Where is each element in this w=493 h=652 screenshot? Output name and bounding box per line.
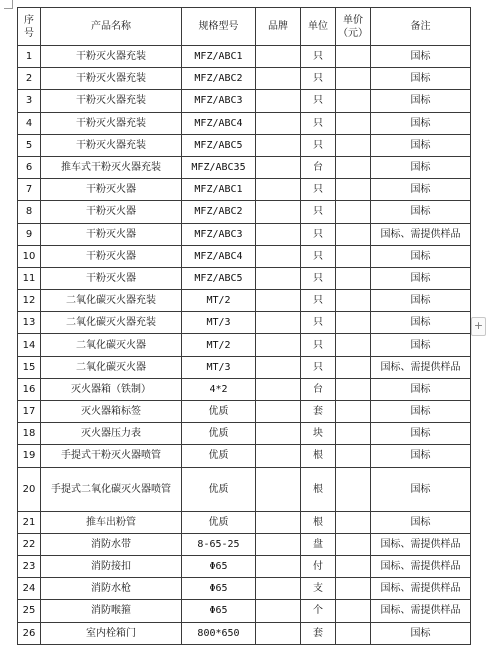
- corner-crop-mark: [4, 0, 13, 9]
- cell-seq: 8: [18, 201, 41, 223]
- cell-remark: 国标: [371, 467, 471, 511]
- cell-price: [336, 312, 371, 334]
- cell-seq: 3: [18, 90, 41, 112]
- cell-unit: 根: [301, 467, 336, 511]
- cell-remark: 国标、需提供样品: [371, 555, 471, 577]
- cell-brand: [256, 423, 301, 445]
- cell-remark: 国标: [371, 267, 471, 289]
- header-seq: 序 号: [18, 8, 41, 46]
- cell-model: 优质: [182, 423, 256, 445]
- cell-model: MFZ/ABC4: [182, 112, 256, 134]
- cell-brand: [256, 179, 301, 201]
- table-header-row: [18, 8, 471, 46]
- cell-model: MT/2: [182, 290, 256, 312]
- table-row: [18, 134, 471, 156]
- cell-remark: 国标: [371, 46, 471, 68]
- cell-unit: 根: [301, 511, 336, 533]
- cell-price: [336, 134, 371, 156]
- cell-brand: [256, 445, 301, 467]
- cell-price: [336, 600, 371, 622]
- cell-unit: 只: [301, 267, 336, 289]
- table-row: [18, 600, 471, 622]
- cell-unit: 支: [301, 578, 336, 600]
- cell-model: MFZ/ABC2: [182, 68, 256, 90]
- cell-seq: 16: [18, 378, 41, 400]
- cell-unit: 只: [301, 201, 336, 223]
- cell-unit: 盘: [301, 533, 336, 555]
- cell-model: 8-65-25: [182, 533, 256, 555]
- table-row: [18, 156, 471, 178]
- cell-remark: 国标、需提供样品: [371, 533, 471, 555]
- cell-brand: [256, 112, 301, 134]
- cell-name: 干粉灭火器: [41, 223, 182, 245]
- cell-seq: 20: [18, 467, 41, 511]
- cell-model: 4*2: [182, 378, 256, 400]
- cell-unit: 只: [301, 112, 336, 134]
- cell-brand: [256, 90, 301, 112]
- cell-brand: [256, 600, 301, 622]
- cell-seq: 11: [18, 267, 41, 289]
- cell-name: 推车出粉管: [41, 511, 182, 533]
- cell-brand: [256, 312, 301, 334]
- cell-remark: 国标: [371, 245, 471, 267]
- cell-remark: 国标: [371, 134, 471, 156]
- cell-model: 800*650: [182, 622, 256, 644]
- header-remark: 备注: [371, 8, 471, 46]
- header-model: 规格型号: [182, 8, 256, 46]
- cell-price: [336, 378, 371, 400]
- cell-unit: 套: [301, 622, 336, 644]
- cell-seq: 12: [18, 290, 41, 312]
- cell-model: MT/3: [182, 312, 256, 334]
- cell-price: [336, 356, 371, 378]
- cell-model: 优质: [182, 467, 256, 511]
- cell-brand: [256, 245, 301, 267]
- cell-price: [336, 467, 371, 511]
- table-row: [18, 112, 471, 134]
- cell-model: MFZ/ABC5: [182, 134, 256, 156]
- cell-name: 推车式干粉灭火器充装: [41, 156, 182, 178]
- table-row: [18, 467, 471, 511]
- cell-model: MFZ/ABC5: [182, 267, 256, 289]
- cell-seq: 17: [18, 401, 41, 423]
- table-row: [18, 423, 471, 445]
- cell-unit: 只: [301, 134, 336, 156]
- table-row: [18, 445, 471, 467]
- cell-name: 灭火器箱（铁制）: [41, 378, 182, 400]
- cell-model: MFZ/ABC1: [182, 179, 256, 201]
- table-row: [18, 201, 471, 223]
- product-table: [17, 7, 471, 645]
- cell-unit: 只: [301, 90, 336, 112]
- cell-name: 干粉灭火器: [41, 245, 182, 267]
- table-row: [18, 90, 471, 112]
- cell-seq: 26: [18, 622, 41, 644]
- cell-remark: 国标: [371, 112, 471, 134]
- cell-price: [336, 46, 371, 68]
- cell-seq: 24: [18, 578, 41, 600]
- cell-seq: 2: [18, 68, 41, 90]
- cell-name: 灭火器箱标签: [41, 401, 182, 423]
- cell-unit: 只: [301, 290, 336, 312]
- cell-unit: 只: [301, 46, 336, 68]
- cell-unit: 只: [301, 68, 336, 90]
- cell-unit: 只: [301, 223, 336, 245]
- cell-model: MT/2: [182, 334, 256, 356]
- table-row: [18, 622, 471, 644]
- cell-price: [336, 156, 371, 178]
- cell-brand: [256, 511, 301, 533]
- cell-brand: [256, 68, 301, 90]
- cell-unit: 块: [301, 423, 336, 445]
- table-row: [18, 578, 471, 600]
- cell-unit: 套: [301, 401, 336, 423]
- cell-name: 手提式干粉灭火器喷管: [41, 445, 182, 467]
- cell-seq: 15: [18, 356, 41, 378]
- cell-seq: 19: [18, 445, 41, 467]
- table-row: [18, 533, 471, 555]
- cell-model: Φ65: [182, 600, 256, 622]
- cell-unit: 只: [301, 245, 336, 267]
- table-row: [18, 245, 471, 267]
- cell-remark: 国标: [371, 378, 471, 400]
- cell-price: [336, 423, 371, 445]
- cell-seq: 22: [18, 533, 41, 555]
- cell-model: Φ65: [182, 555, 256, 577]
- cell-remark: 国标: [371, 201, 471, 223]
- cell-remark: 国标: [371, 179, 471, 201]
- cell-name: 干粉灭火器充装: [41, 90, 182, 112]
- cell-seq: 25: [18, 600, 41, 622]
- table-row: [18, 179, 471, 201]
- cell-seq: 21: [18, 511, 41, 533]
- table-row: [18, 46, 471, 68]
- cell-model: 优质: [182, 511, 256, 533]
- cell-seq: 10: [18, 245, 41, 267]
- cell-brand: [256, 555, 301, 577]
- cell-seq: 9: [18, 223, 41, 245]
- cell-remark: 国标、需提供样品: [371, 600, 471, 622]
- cell-remark: 国标、需提供样品: [371, 223, 471, 245]
- cell-brand: [256, 467, 301, 511]
- cell-model: MFZ/ABC4: [182, 245, 256, 267]
- cell-price: [336, 578, 371, 600]
- header-unit: 单位: [301, 8, 336, 46]
- cell-name: 消防喉箍: [41, 600, 182, 622]
- cell-price: [336, 201, 371, 223]
- cell-name: 干粉灭火器充装: [41, 68, 182, 90]
- cell-unit: 只: [301, 179, 336, 201]
- cell-unit: 台: [301, 378, 336, 400]
- cell-price: [336, 179, 371, 201]
- cell-brand: [256, 267, 301, 289]
- cell-seq: 5: [18, 134, 41, 156]
- cell-price: [336, 68, 371, 90]
- cell-seq: 18: [18, 423, 41, 445]
- cell-price: [336, 622, 371, 644]
- cell-unit: 只: [301, 334, 336, 356]
- cell-remark: 国标: [371, 290, 471, 312]
- cell-brand: [256, 622, 301, 644]
- table-row: [18, 68, 471, 90]
- table-body: [18, 46, 471, 645]
- cell-model: MFZ/ABC1: [182, 46, 256, 68]
- cell-brand: [256, 290, 301, 312]
- cell-name: 干粉灭火器: [41, 267, 182, 289]
- cell-name: 干粉灭火器: [41, 179, 182, 201]
- cell-remark: 国标: [371, 622, 471, 644]
- header-name: 产品名称: [41, 8, 182, 46]
- add-row-handle-icon[interactable]: +: [471, 317, 486, 336]
- cell-price: [336, 245, 371, 267]
- cell-name: 干粉灭火器充装: [41, 46, 182, 68]
- cell-model: Φ65: [182, 578, 256, 600]
- cell-name: 手提式二氧化碳灭火器喷管: [41, 467, 182, 511]
- table-row: [18, 334, 471, 356]
- cell-unit: 只: [301, 312, 336, 334]
- cell-remark: 国标: [371, 423, 471, 445]
- cell-model: MFZ/ABC3: [182, 90, 256, 112]
- cell-name: 二氧化碳灭火器充装: [41, 290, 182, 312]
- cell-brand: [256, 401, 301, 423]
- header-price: 单价 （元）: [336, 8, 371, 46]
- cell-brand: [256, 134, 301, 156]
- cell-seq: 13: [18, 312, 41, 334]
- cell-unit: 根: [301, 445, 336, 467]
- table-row: [18, 312, 471, 334]
- cell-name: 消防水带: [41, 533, 182, 555]
- cell-brand: [256, 223, 301, 245]
- cell-name: 干粉灭火器充装: [41, 112, 182, 134]
- cell-brand: [256, 334, 301, 356]
- cell-price: [336, 401, 371, 423]
- cell-seq: 23: [18, 555, 41, 577]
- cell-remark: 国标: [371, 312, 471, 334]
- cell-model: MT/3: [182, 356, 256, 378]
- cell-price: [336, 511, 371, 533]
- cell-remark: 国标: [371, 445, 471, 467]
- table-row: [18, 378, 471, 400]
- cell-remark: 国标、需提供样品: [371, 578, 471, 600]
- cell-brand: [256, 201, 301, 223]
- cell-brand: [256, 46, 301, 68]
- cell-model: MFZ/ABC2: [182, 201, 256, 223]
- cell-name: 消防接扣: [41, 555, 182, 577]
- cell-unit: 只: [301, 356, 336, 378]
- cell-unit: 付: [301, 555, 336, 577]
- cell-remark: 国标: [371, 90, 471, 112]
- cell-brand: [256, 578, 301, 600]
- cell-model: 优质: [182, 445, 256, 467]
- cell-remark: 国标、需提供样品: [371, 356, 471, 378]
- cell-remark: 国标: [371, 68, 471, 90]
- cell-remark: 国标: [371, 511, 471, 533]
- cell-price: [336, 533, 371, 555]
- cell-price: [336, 90, 371, 112]
- cell-price: [336, 334, 371, 356]
- cell-brand: [256, 156, 301, 178]
- cell-name: 二氧化碳灭火器: [41, 334, 182, 356]
- table-row: [18, 290, 471, 312]
- cell-price: [336, 223, 371, 245]
- cell-model: MFZ/ABC35: [182, 156, 256, 178]
- cell-name: 二氧化碳灭火器: [41, 356, 182, 378]
- cell-unit: 台: [301, 156, 336, 178]
- table-row: [18, 401, 471, 423]
- cell-seq: 4: [18, 112, 41, 134]
- cell-model: 优质: [182, 401, 256, 423]
- cell-model: MFZ/ABC3: [182, 223, 256, 245]
- table-row: [18, 267, 471, 289]
- cell-price: [336, 445, 371, 467]
- table-row: [18, 511, 471, 533]
- cell-brand: [256, 533, 301, 555]
- cell-remark: 国标: [371, 156, 471, 178]
- cell-seq: 1: [18, 46, 41, 68]
- cell-price: [336, 290, 371, 312]
- cell-price: [336, 112, 371, 134]
- cell-seq: 6: [18, 156, 41, 178]
- header-brand: 品牌: [256, 8, 301, 46]
- cell-remark: 国标: [371, 334, 471, 356]
- cell-price: [336, 267, 371, 289]
- cell-name: 干粉灭火器充装: [41, 134, 182, 156]
- cell-brand: [256, 378, 301, 400]
- cell-unit: 个: [301, 600, 336, 622]
- cell-brand: [256, 356, 301, 378]
- cell-seq: 7: [18, 179, 41, 201]
- cell-name: 干粉灭火器: [41, 201, 182, 223]
- cell-name: 室内栓箱门: [41, 622, 182, 644]
- cell-name: 二氧化碳灭火器充装: [41, 312, 182, 334]
- cell-name: 灭火器压力表: [41, 423, 182, 445]
- table-row: [18, 555, 471, 577]
- cell-price: [336, 555, 371, 577]
- cell-seq: 14: [18, 334, 41, 356]
- cell-name: 消防水枪: [41, 578, 182, 600]
- table-row: [18, 356, 471, 378]
- cell-remark: 国标: [371, 401, 471, 423]
- table-row: [18, 223, 471, 245]
